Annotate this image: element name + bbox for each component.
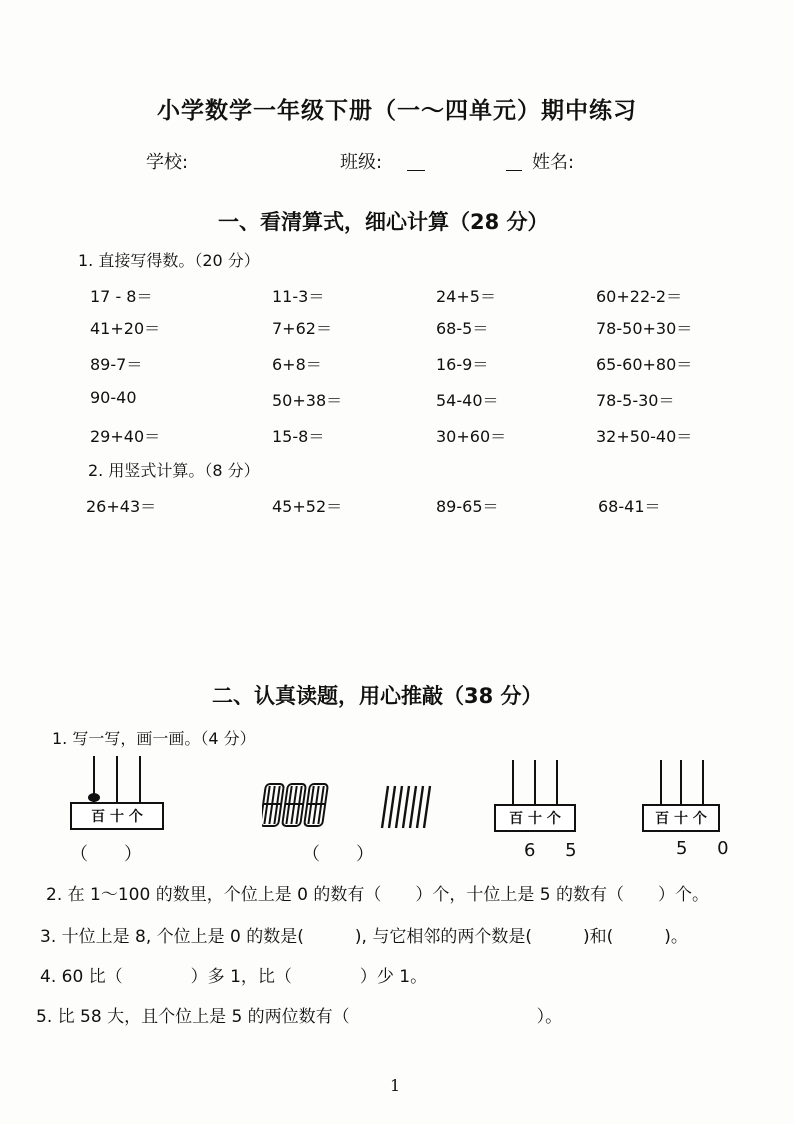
equation-r3-c4: 65-60+80＝ — [596, 355, 693, 374]
question-5: 5. 比 58 大，且个位上是 5 的两位数有（ ）。 — [36, 1007, 563, 1027]
vertical-calc-2: 45+52＝ — [272, 497, 343, 516]
section1-heading: 一、看清算式，细心计算（28 分） — [218, 210, 549, 234]
equation-r3-c3: 16-9＝ — [436, 355, 489, 374]
vertical-calc-3: 89-65＝ — [436, 497, 499, 516]
class-label: 班级: — [340, 152, 383, 173]
equation-r1-c3: 24+5＝ — [436, 287, 496, 306]
equation-r2-c3: 68-5＝ — [436, 319, 489, 338]
vertical-calc-4: 68-41＝ — [598, 497, 661, 516]
equation-r4-c4: 78-5-30＝ — [596, 391, 675, 410]
bead-icon — [88, 793, 100, 802]
equation-r5-c2: 15-8＝ — [272, 427, 325, 446]
equation-r2-c1: 41+20＝ — [90, 319, 161, 338]
equation-r4-c3: 54-40＝ — [436, 391, 499, 410]
equation-r1-c4: 60+22-2＝ — [596, 287, 683, 306]
equation-r5-c1: 29+40＝ — [90, 427, 161, 446]
equation-r4-c2: 50+38＝ — [272, 391, 343, 410]
school-label: 学校: — [146, 152, 189, 173]
part1-label: 1. 直接写得数。（20 分） — [78, 251, 260, 270]
question-3: 3. 十位上是 8, 个位上是 0 的数是( ), 与它相邻的两个数是( )和( )。 — [40, 927, 688, 947]
equation-r2-c2: 7+62＝ — [272, 319, 332, 338]
name-label: 姓名: — [532, 152, 575, 173]
equation-r4-c1: 90-40 — [90, 388, 137, 407]
stick-bundles-icon — [262, 782, 332, 830]
abacus-1 — [70, 756, 164, 830]
abacus-3 — [642, 760, 720, 832]
loose-sticks-icon — [378, 784, 438, 830]
q1-label: 1. 写一写，画一画。（4 分） — [52, 729, 256, 748]
question-2: 2. 在 1～100 的数里，个位上是 0 的数有（ ）个，十位上是 5 的数有（ ）个。 — [46, 885, 709, 905]
equation-r2-c4: 78-50+30＝ — [596, 319, 693, 338]
abacus-1-answer: （ ） — [70, 844, 142, 865]
abacus-2 — [494, 760, 576, 832]
vertical-calc-1: 26+43＝ — [86, 497, 157, 516]
class-blank-left — [407, 170, 425, 171]
section2-heading: 二、认真读题，用心推敲（38 分） — [212, 684, 543, 708]
class-blank-right — [506, 170, 522, 171]
equation-r5-c4: 32+50-40＝ — [596, 427, 693, 446]
equation-r1-c2: 11-3＝ — [272, 287, 325, 306]
equation-r1-c1: 17 - 8＝ — [90, 287, 153, 306]
abacus-label: 百 十 个 — [494, 804, 576, 832]
abacus-3-value: 5 0 — [676, 838, 741, 859]
page-number: 1 — [390, 1076, 401, 1095]
abacus-2-value: 6 5 — [524, 840, 589, 861]
page-title: 小学数学一年级下册（一～四单元）期中练习 — [157, 98, 637, 124]
question-4: 4. 60 比（ ）多 1，比（ ）少 1。 — [40, 967, 428, 987]
sticks-answer: （ ） — [302, 844, 374, 865]
equation-r5-c3: 30+60＝ — [436, 427, 507, 446]
equation-r3-c1: 89-7＝ — [90, 355, 143, 374]
abacus-label: 百 十 个 — [70, 802, 164, 830]
part2-label: 2. 用竖式计算。（8 分） — [88, 461, 260, 480]
equation-r3-c2: 6+8＝ — [272, 355, 322, 374]
abacus-label: 百 十 个 — [642, 804, 720, 832]
